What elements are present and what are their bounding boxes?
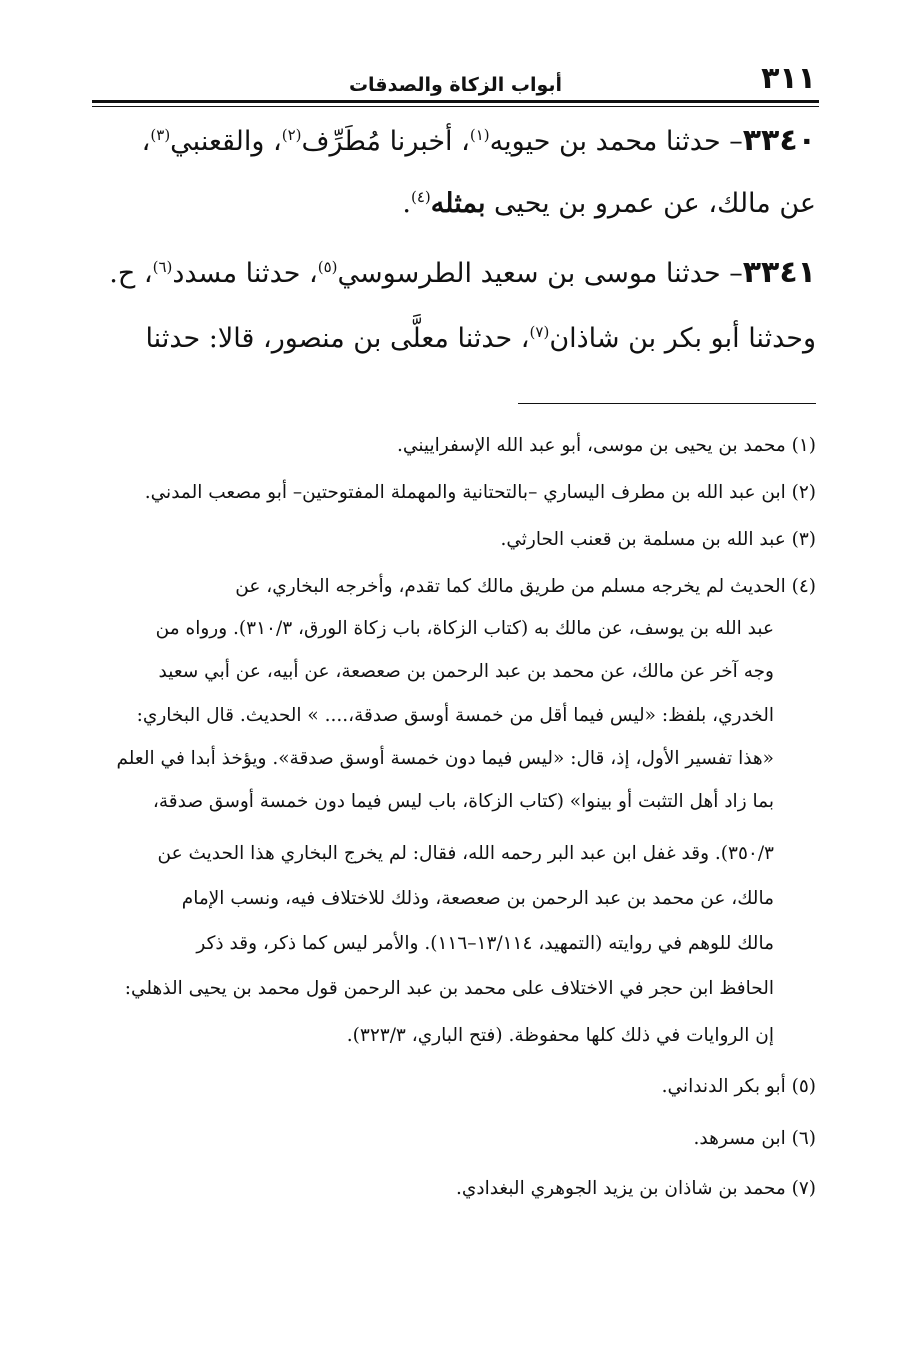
footnote-marker: (٤) [411,188,431,206]
footnote-4-line-4: الخدري، بلفظ: «ليس فيما أقل من خمسة أوسق صدقة،.... » الحديث. قال البخاري: [136,705,774,726]
footnote-4-line-1: (٤) الحديث لم يخرجه مسلم من طريق مالك كما تقدم، وأخرجه البخاري، عن [235,576,816,597]
footnote-1: (١) محمد بن يحيى بن موسى، أبو عبد الله الإسفراييني. [397,435,816,456]
footnote-marker: (١) [469,126,490,144]
footnote-4-line-5: «هذا تفسير الأول، إذ، قال: «ليس فيما دون خمسة أوسق صدقة». ويؤخذ أبدا في العلم [116,748,774,769]
footnote-7: (٧) محمد بن شاذان بن يزيد الجوهري البغدادي. [455,1178,816,1199]
hadith-number: ٣٣٤٠ [742,123,816,158]
footnote-3: (٣) عبد الله بن مسلمة بن قعنب الحارثي. [500,529,816,550]
hadith-number: ٣٣٤١ [742,255,816,290]
footnote-4-line-6: بما زاد أهل التثبت أو بينوا» (كتاب الزكاة، باب ليس فيما دون خمسة أوسق صدقة، [152,791,774,812]
footnote-4-line-11: إن الروايات في ذلك كلها محفوظة. (فتح الباري، ٣٢٣/٣). [346,1025,774,1046]
hadith-3341-line-2: وحدثنا أبو بكر بن شاذان$^{(٧)}$، حدثنا معلَّى بن منصور، قالا: حدثنا [145,323,816,354]
footnote-marker: (٧) [529,323,550,341]
header-rule-thin [92,106,819,107]
footnote-marker: (٣) [150,126,171,144]
page-number: ٣١١ [761,61,816,96]
footnote-4-line-8: مالك، عن محمد بن عبد الرحمن بن صعصعة، وذلك للاختلاف فيه، ونسب الإمام [181,888,774,909]
hadith-3340-line-1: ٣٣٤٠– حدثنا محمد بن حيويه$^{(١)}$، أخبرنا مُطَرِّف$^{(٢)}$، والقعنبي$^{(٣)}$، [141,123,816,158]
footnote-4-line-7: ٣٥٠/٣). وقد غفل ابن عبد البر رحمه الله، فقال: لم يخرج البخاري هذا الحديث عن [157,843,774,864]
footnote-4-line-2: عبد الله بن يوسف، عن مالك به (كتاب الزكاة، باب زكاة الورق، ٣١٠/٣). ورواه من [155,618,774,639]
footnote-marker: (٢) [281,126,302,144]
footnote-4-line-9: مالك للوهم في روايته (التمهيد، ١٣/١١٤–١١٦). والأمر ليس كما ذكر، وقد ذكر [196,933,774,954]
footnote-2: (٢) ابن عبد الله بن مطرف اليساري –بالتحتانية والمهملة المفتوحتين– أبو مصعب المدني. [144,482,816,503]
footnote-separator [518,403,816,404]
header-rule-thick [92,100,819,103]
hadith-3340-line-2: عن مالك، عن عمرو بن يحيى بمثله$^{(٤)}$. [402,188,816,219]
footnote-5: (٥) أبو بكر الدنداني. [661,1076,816,1097]
running-title: أبواب الزكاة والصدقات [348,74,563,96]
running-header [95,58,816,96]
hadith-3341-line-1: ٣٣٤١– حدثنا موسى بن سعيد الطرسوسي$^{(٥)}$، حدثنا مسدد$^{(٦)}$، ح. [109,255,816,290]
footnote-marker: (٥) [317,258,338,276]
footnote-4-line-10: الحافظ ابن حجر في الاختلاف على محمد بن عبد الرحمن قول محمد بن يحيى الذهلي: [124,978,774,999]
footnote-4-line-3: وجه آخر عن مالك، عن محمد بن عبد الرحمن بن صعصعة، عن أبيه، عن أبي سعيد [158,661,774,682]
footnote-6: (٦) ابن مسرهد. [693,1128,816,1149]
footnote-marker: (٦) [152,258,173,276]
